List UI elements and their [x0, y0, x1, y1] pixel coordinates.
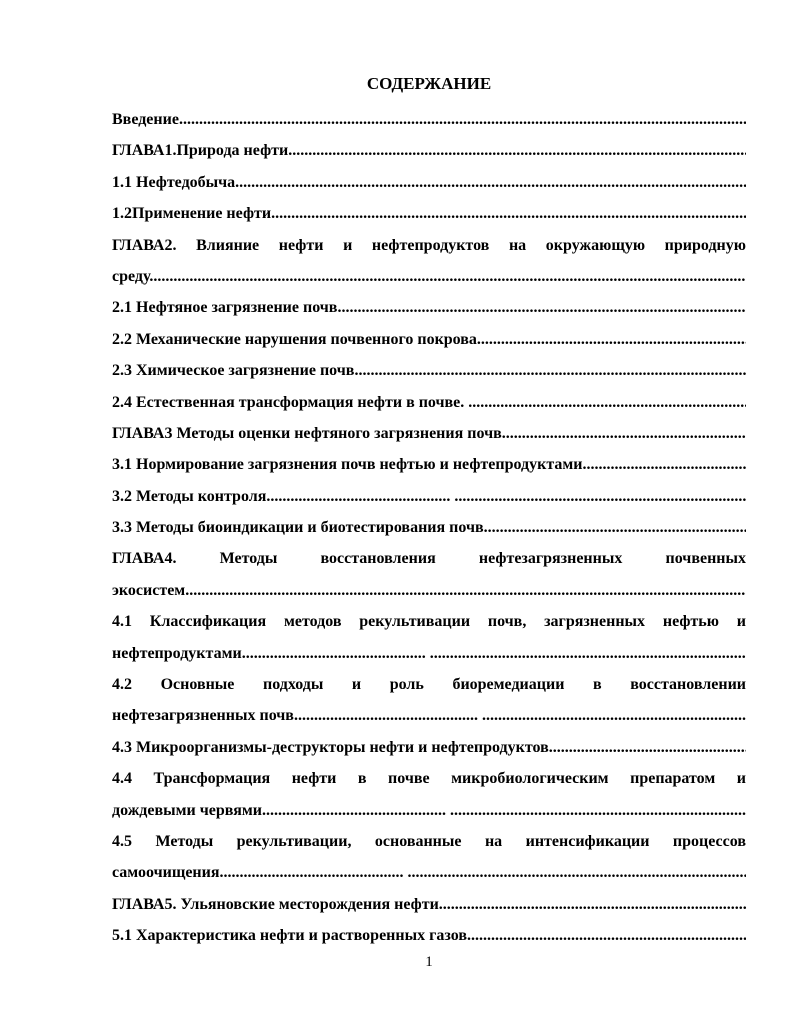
toc-entry: 4.1 Классификация методов рекультивации почв, загрязненных нефтью и [112, 613, 746, 631]
toc-entry: Введение ..... [112, 104, 746, 135]
toc-entry: среду ..... [112, 261, 746, 292]
toc-entry: дождевыми червями.............................................. ..... [112, 795, 746, 826]
toc-entry: ГЛАВА1.Природа нефти ..... [112, 135, 746, 166]
toc-entry: 4.5 Методы рекультивации, основанные на интенсификации процессов [112, 832, 746, 850]
page-title: СОДЕРЖАНИЕ [366, 74, 492, 93]
toc-entry: 5.1 Характеристика нефти и растворенных газов ..... [112, 920, 746, 951]
toc-entry: экосистем ..... [112, 575, 746, 606]
toc-entry: нефтепродуктами.............................................. ..... [112, 638, 746, 669]
page-number: 1 [425, 954, 433, 970]
toc-entry: 4.3 Микроорганизмы-деструкторы нефти и нефтепродуктов ..... [112, 732, 746, 763]
toc-entry: ГЛАВА4. Методы восстановления нефтезагрязненных почвенных [112, 550, 746, 568]
toc-entry: 3.2 Методы контроля.............................................. ..... [112, 481, 746, 512]
toc-entry: 1.1 Нефтедобыча ..... [112, 167, 746, 198]
toc-entry: ГЛАВА2. Влияние нефти и нефтепродуктов на окружающую природную [112, 236, 746, 254]
toc-entry: 2.2 Механические нарушения почвенного покрова ..... [112, 324, 746, 355]
toc-entry: самоочищения.............................................. ..... [112, 857, 746, 888]
toc-entry: 4.4 Трансформация нефти в почве микробиологическим препаратом и [112, 770, 746, 788]
toc-entry: нефтезагрязненных почв.............................................. ..... [112, 700, 746, 731]
toc-entry: ГЛАВА5. Ульяновские месторождения нефти ..... [112, 889, 746, 920]
toc-entry: ГЛАВА3 Методы оценки нефтяного загрязнения почв ..... [112, 418, 746, 449]
toc-entry: 2.1 Нефтяное загрязнение почв ..... [112, 292, 746, 323]
toc-entry: 4.2 Основные подходы и роль биоремедиации в восстановлении [112, 676, 746, 694]
toc-entry: 2.4 Естественная трансформация нефти в почве. ..... [112, 387, 746, 418]
toc-entry: 1.2Применение нефти ..... [112, 198, 746, 229]
toc-entry: 3.1 Нормирование загрязнения почв нефтью и нефтепродуктами ..... [112, 449, 746, 480]
toc-entry: 3.3 Методы биоиндикации и биотестирования почв ..... [112, 512, 746, 543]
toc-entry: 2.3 Химическое загрязнение почв ..... [112, 355, 746, 386]
table-of-contents [112, 104, 746, 952]
